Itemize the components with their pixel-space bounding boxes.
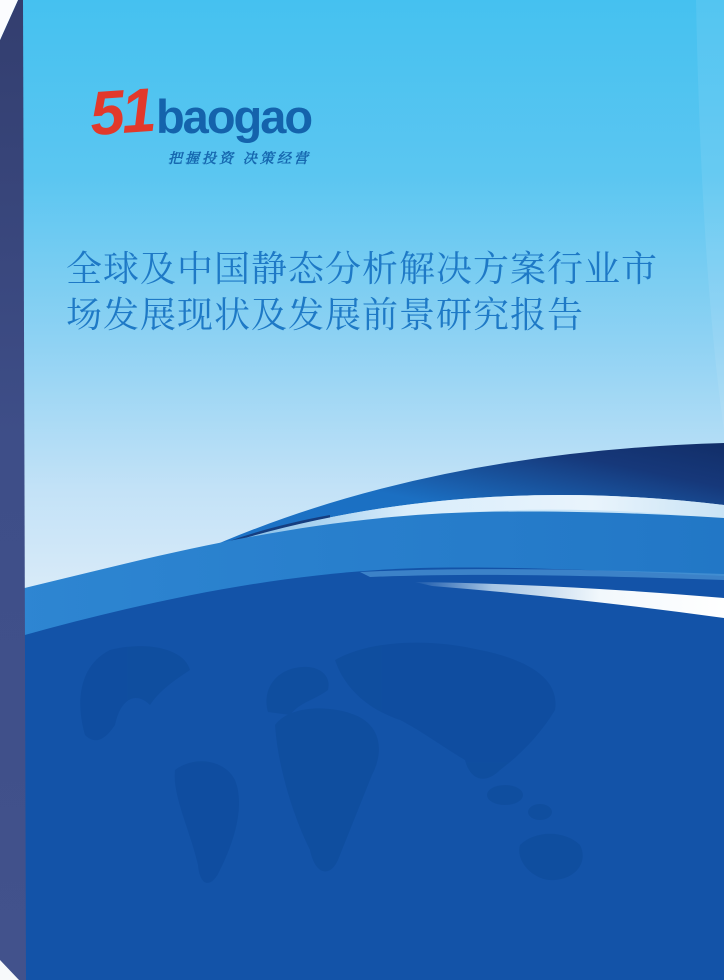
report-title xyxy=(66,246,706,338)
brand-tagline: 把握投资 决策经营 xyxy=(168,150,311,166)
report-title-line2: 场发展现状及发展前景研究报告 xyxy=(66,294,585,335)
brand-logo xyxy=(87,75,312,168)
left-spine-band xyxy=(0,0,26,980)
brand-logo-name: baogao xyxy=(155,90,312,143)
brand-logo-prefix: 51 xyxy=(87,75,156,150)
report-title-line1: 全球及中国静态分析解决方案行业市 xyxy=(66,248,659,289)
brand-logo-wordmark xyxy=(87,75,312,150)
